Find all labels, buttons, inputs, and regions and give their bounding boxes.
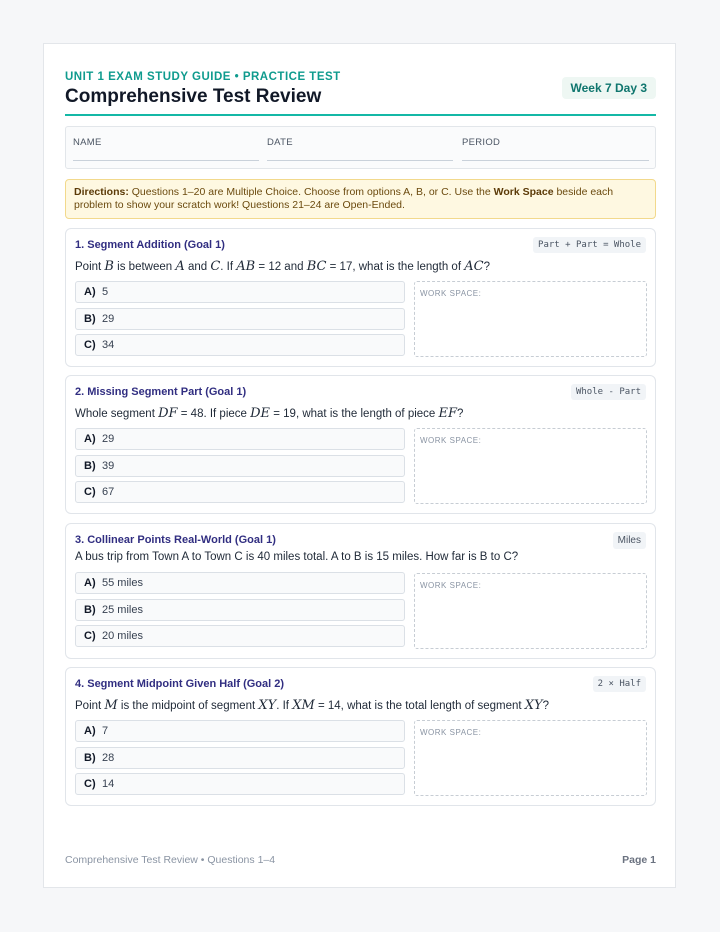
work-space[interactable] — [414, 428, 647, 504]
choice-letter: A) — [84, 286, 96, 298]
choice-value: 55 miles — [102, 577, 143, 589]
choice-value: 28 — [102, 752, 115, 764]
question-title: 4. Segment Midpoint Given Half (Goal 2) — [75, 678, 285, 690]
week-badge: Week 7 Day 3 — [562, 77, 657, 99]
period-field[interactable] — [462, 127, 649, 168]
choice-letter: B) — [84, 604, 96, 616]
choice-a[interactable] — [75, 428, 405, 450]
choice-letter: B) — [84, 313, 96, 325]
choice-a[interactable] — [75, 281, 405, 303]
footer-title: Comprehensive Test Review • Questions 1–4 — [65, 854, 276, 866]
question-card-2 — [65, 375, 656, 514]
question-card-4 — [65, 667, 656, 806]
directions-box — [65, 179, 656, 219]
choice-a[interactable] — [75, 720, 405, 742]
choice-value: 14 — [102, 778, 115, 790]
worksheet-page — [43, 43, 676, 888]
question-tag: 2 × Half — [593, 676, 646, 692]
question-card-3 — [65, 523, 656, 659]
choice-letter: C) — [84, 486, 96, 498]
choice-value: 29 — [102, 433, 115, 445]
choice-a[interactable] — [75, 572, 405, 594]
page-title: Comprehensive Test Review — [65, 86, 322, 107]
question-card-1 — [65, 228, 656, 367]
question-tag: Part + Part = Whole — [533, 237, 646, 253]
question-text: Point B is between A and C. If AB = 12 and BC = 17, what is the length of AC? — [75, 259, 490, 274]
choice-c[interactable] — [75, 481, 405, 503]
choice-b[interactable] — [75, 747, 405, 769]
name-label: NAME — [73, 137, 102, 148]
question-title: 2. Missing Segment Part (Goal 1) — [75, 386, 247, 398]
question-tag: Miles — [613, 532, 646, 549]
directions-text-2: beside each problem to show your scratch work! Questions 21–24 are Open-Ended. — [74, 186, 614, 211]
choice-c[interactable] — [75, 334, 405, 356]
work-space-label: WORK SPACE: — [420, 436, 482, 445]
directions-label: Directions: — [74, 186, 129, 198]
page-subtitle: UNIT 1 EXAM STUDY GUIDE • PRACTICE TEST — [65, 71, 341, 83]
choice-letter: A) — [84, 433, 96, 445]
question-tag: Whole - Part — [571, 384, 646, 400]
choice-letter: B) — [84, 460, 96, 472]
directions-bold: Work Space — [493, 186, 554, 198]
choice-value: 34 — [102, 339, 115, 351]
choice-letter: B) — [84, 752, 96, 764]
name-line — [73, 160, 259, 161]
choice-letter: C) — [84, 339, 96, 351]
choice-value: 25 miles — [102, 604, 143, 616]
page-number: Page 1 — [622, 854, 656, 866]
choice-c[interactable] — [75, 625, 405, 647]
question-text: A bus trip from Town A to Town C is 40 miles total. A to B is 15 miles. How far is B to C? — [75, 551, 519, 563]
directions-text-1: Questions 1–20 are Multiple Choice. Choose from options A, B, or C. Use the — [128, 186, 494, 198]
period-label: PERIOD — [462, 137, 501, 148]
work-space-label: WORK SPACE: — [420, 728, 482, 737]
work-space-label: WORK SPACE: — [420, 581, 482, 590]
choice-value: 20 miles — [102, 630, 143, 642]
name-field[interactable] — [73, 127, 259, 168]
choice-value: 5 — [102, 286, 109, 298]
student-info-box — [65, 126, 656, 169]
period-line — [462, 160, 649, 161]
date-field[interactable] — [267, 127, 453, 168]
choice-value: 67 — [102, 486, 115, 498]
date-line — [267, 160, 453, 161]
question-title: 1. Segment Addition (Goal 1) — [75, 239, 225, 251]
choice-letter: A) — [84, 725, 96, 737]
choice-b[interactable] — [75, 455, 405, 477]
choice-value: 39 — [102, 460, 115, 472]
question-title: 3. Collinear Points Real-World (Goal 1) — [75, 534, 276, 546]
choice-b[interactable] — [75, 599, 405, 621]
work-space-label: WORK SPACE: — [420, 289, 482, 298]
choice-value: 7 — [102, 725, 109, 737]
title-divider — [65, 114, 656, 116]
work-space[interactable] — [414, 720, 647, 796]
choice-value: 29 — [102, 313, 115, 325]
choice-letter: C) — [84, 630, 96, 642]
question-text: Whole segment DF = 48. If piece DE = 19, what is the length of piece EF? — [75, 406, 464, 421]
date-label: DATE — [267, 137, 293, 148]
choice-letter: A) — [84, 577, 96, 589]
question-text: Point M is the midpoint of segment XY. If XM = 14, what is the total length of segment XY? — [75, 698, 550, 713]
choice-b[interactable] — [75, 308, 405, 330]
choice-c[interactable] — [75, 773, 405, 795]
work-space[interactable] — [414, 281, 647, 357]
work-space[interactable] — [414, 573, 647, 649]
choice-letter: C) — [84, 778, 96, 790]
